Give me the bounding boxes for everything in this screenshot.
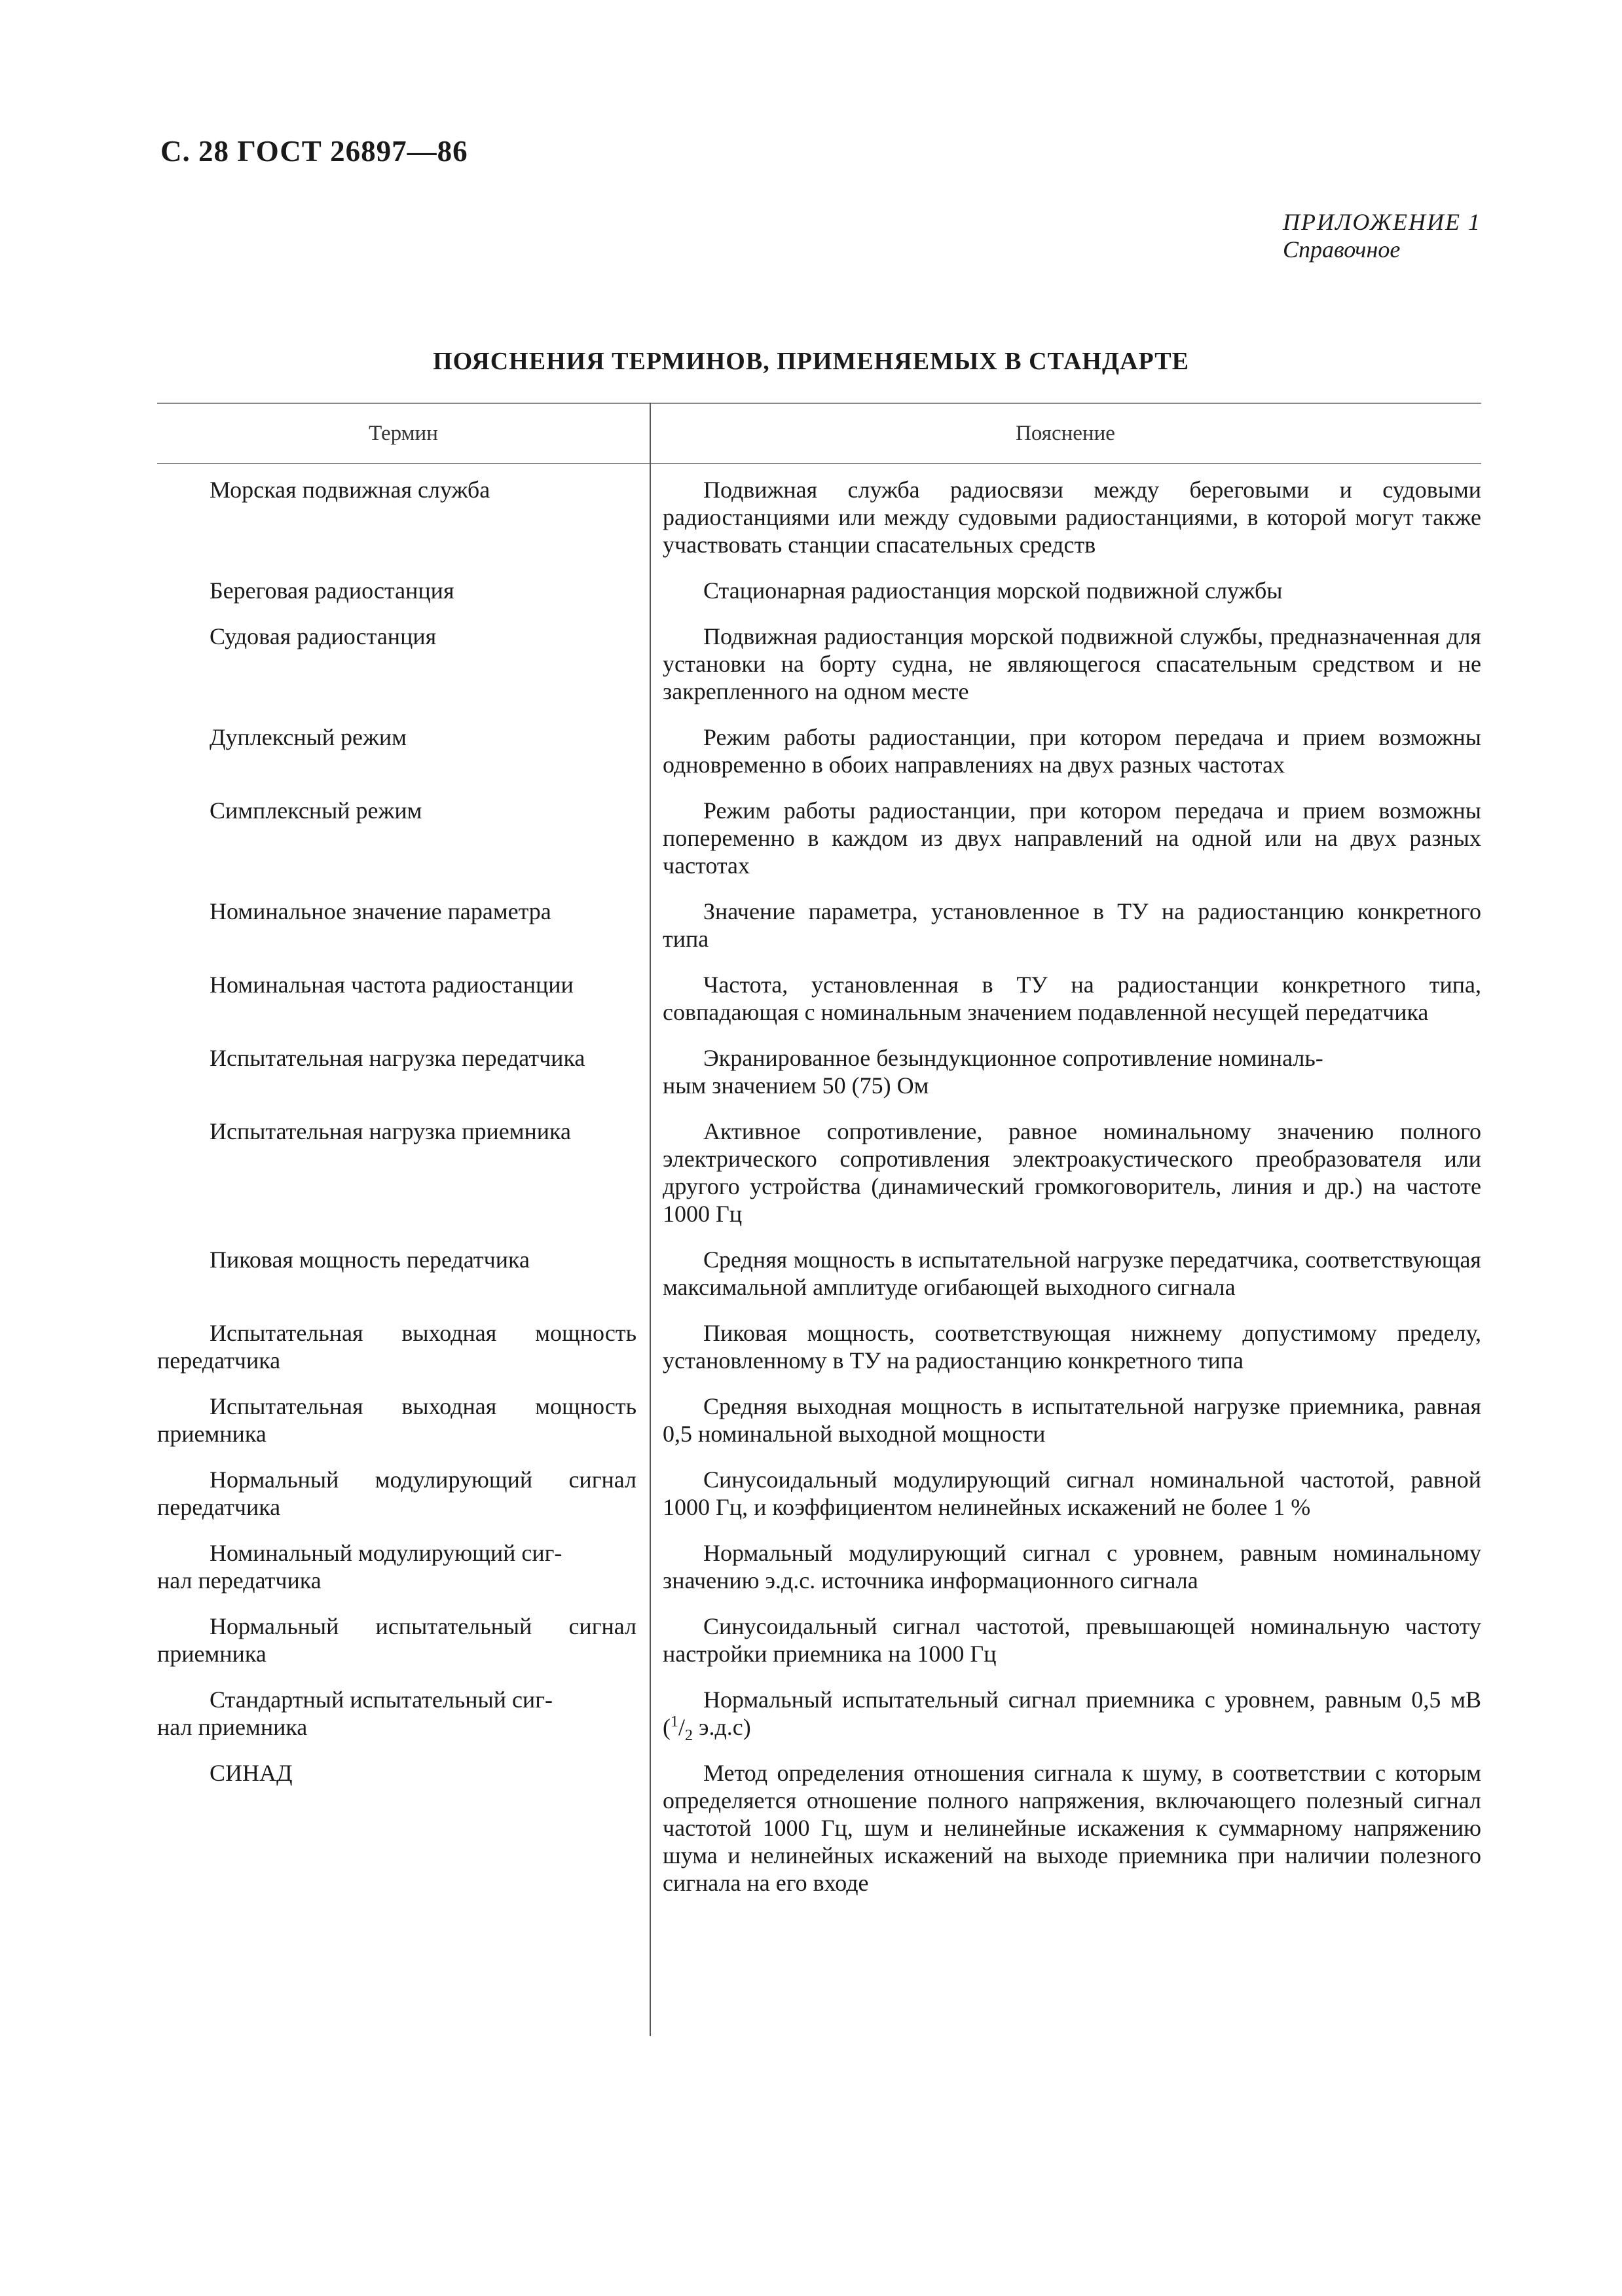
explanation-text: Активное сопротивление, равное номинальному значению полного электрического сопротивления электроакустического преобразователя или другого устройства (динамический громкоговоритель, линия и др.) на частоте 1000 Гц: [663, 1118, 1481, 1227]
table-row: [157, 1686, 1481, 1745]
table-body: [157, 464, 1481, 1897]
term-text: нал приемника: [157, 1714, 308, 1740]
explanation-text-tail: э.д.с): [693, 1714, 751, 1740]
term-text: Номинальная частота радиостанции: [210, 972, 574, 998]
explanation-text: Синусоидальный сигнал частотой, превышающей номинальную частоту настройки приемника на 1000 Гц: [663, 1613, 1481, 1667]
explanation-text: Средняя выходная мощность в испытательной нагрузке приемника, равная 0,5 номинальной выходной мощности: [663, 1393, 1481, 1447]
table-row: [157, 1393, 1481, 1448]
appendix-number: ПРИЛОЖЕНИЕ 1: [1283, 209, 1481, 235]
fraction-denominator: 2: [685, 1727, 693, 1745]
explanation-text: Средняя мощность в испытательной нагрузке передатчика, соответствующая максимальной амплитуде огибающей выходного сигнала: [663, 1247, 1481, 1300]
table-row: [157, 1246, 1481, 1301]
table-row: [157, 623, 1481, 705]
term-cell: [157, 1759, 650, 1897]
term-text: Испытательная выходная мощность передатчика: [157, 1320, 636, 1374]
column-header-explanation: Пояснение: [1016, 421, 1115, 445]
term-text: Судовая радиостанция: [210, 623, 437, 649]
explanation-text: Значение параметра, установленное в ТУ на радиостанцию конкретного типа: [663, 898, 1481, 952]
table-row: [157, 1044, 1481, 1099]
term-cell: [157, 971, 650, 1026]
term-text: Нормальный испытательный сигнал приемника: [157, 1613, 636, 1667]
term-text: Номинальный модулирующий сиг-: [210, 1540, 562, 1566]
term-text: Нормальный модулирующий сигнал передатчика: [157, 1467, 636, 1520]
fraction-numerator: 1: [671, 1713, 678, 1730]
table-row: [157, 723, 1481, 778]
term-cell: [157, 1393, 650, 1448]
term-text: СИНАД: [210, 1760, 293, 1786]
explanation-cell: [650, 971, 1481, 1026]
term-text: Стандартный испытательный сиг-: [210, 1686, 553, 1713]
explanation-cell: [650, 1539, 1481, 1594]
table-row: [157, 1319, 1481, 1374]
explanation-cell: [650, 1246, 1481, 1301]
column-divider: [650, 403, 651, 2036]
explanation-cell: [650, 623, 1481, 705]
term-cell: [157, 1466, 650, 1521]
table-row: [157, 1759, 1481, 1897]
document-title: ПОЯСНЕНИЯ ТЕРМИНОВ, ПРИМЕНЯЕМЫХ В СТАНДАРТЕ: [433, 348, 1189, 375]
term-cell: [157, 623, 650, 705]
table-row: [157, 898, 1481, 953]
term-text: нал передатчика: [157, 1567, 322, 1594]
term-text: Номинальное значение параметра: [210, 898, 551, 924]
appendix-type: Справочное: [1283, 236, 1401, 263]
term-text: Испытательная нагрузка передатчика: [210, 1045, 585, 1071]
table-row: [157, 476, 1481, 558]
term-cell: [157, 898, 650, 953]
term-cell: [157, 476, 650, 558]
terms-table: [157, 403, 1481, 1915]
explanation-cell: [650, 797, 1481, 879]
term-cell: [157, 1044, 650, 1099]
explanation-text: Частота, установленная в ТУ на радиостанции конкретного типа, совпадающая с номинальным значением подавленной несущей передатчика: [663, 972, 1481, 1025]
term-cell: [157, 1686, 650, 1741]
explanation-text: Синусоидальный модулирующий сигнал номинальной частотой, равной 1000 Гц, и коэффициентом нелинейных искажений не более 1 %: [663, 1467, 1481, 1520]
explanation-cell: [650, 1118, 1481, 1228]
table-row: [157, 1539, 1481, 1594]
explanation-text: Нормальный модулирующий сигнал с уровнем, равным номинальному значению э.д.с. источника информационного сигнала: [663, 1540, 1481, 1594]
table-row: [157, 577, 1481, 604]
explanation-text: Экранированное безындукционное сопротивление номиналь-: [703, 1045, 1323, 1071]
term-cell: [157, 1319, 650, 1374]
explanation-text: ным значением 50 (75) Ом: [663, 1072, 929, 1099]
explanation-text: Режим работы радиостанции, при котором передача и прием возможны попеременно в каждом из двух направлений на одной или на двух разных частотах: [663, 797, 1481, 879]
term-text: Дуплексный режим: [210, 724, 407, 750]
explanation-text: Нормальный испытательный сигнал приемника с уровнем, равным 0,5 мВ (: [663, 1686, 1481, 1740]
term-text: Испытательная выходная мощность приемника: [157, 1393, 636, 1447]
explanation-text: Метод определения отношения сигнала к шуму, в соответствии с которым определяется отношение полного напряжения, включающего полезный сигнал частотой 1000 Гц, шум и нелинейные искажения к суммарному напряжению шума и нелинейных искажений на выходе приемника при наличии полезного сигнала на его входе: [663, 1760, 1481, 1896]
term-cell: [157, 1118, 650, 1228]
explanation-text: Подвижная радиостанция морской подвижной службы, предназначенная для установки на борту судна, не являющегося спасательным средством и не закрепленного на одном месте: [663, 623, 1481, 704]
explanation-text: Стационарная радиостанция морской подвижной службы: [703, 577, 1283, 604]
table-header-row: [157, 404, 1481, 463]
explanation-text: Режим работы радиостанции, при котором передача и прием возможны одновременно в обоих направлениях на двух разных частотах: [663, 724, 1481, 778]
table-row: [157, 1466, 1481, 1521]
term-text: Морская подвижная служба: [210, 477, 490, 503]
term-cell: [157, 723, 650, 778]
explanation-cell: [650, 1393, 1481, 1448]
term-cell: [157, 797, 650, 879]
term-cell: [157, 1539, 650, 1594]
appendix-label: [1283, 208, 1481, 263]
explanation-cell: [650, 1466, 1481, 1521]
table-row: [157, 1118, 1481, 1228]
explanation-text: Пиковая мощность, соответствующая нижнему допустимому пределу, установленному в ТУ на радиостанцию конкретного типа: [663, 1320, 1481, 1374]
term-cell: [157, 577, 650, 604]
explanation-cell: [650, 1613, 1481, 1667]
explanation-text: Подвижная служба радиосвязи между береговыми и судовыми радиостанциями или между судовыми радиостанциями, в которой могут также участвовать станции спасательных средств: [663, 477, 1481, 558]
explanation-cell: [650, 1319, 1481, 1374]
term-text: Испытательная нагрузка приемника: [210, 1118, 571, 1144]
term-cell: [157, 1246, 650, 1301]
table-row: [157, 1613, 1481, 1667]
column-header-term: Термин: [369, 421, 438, 445]
explanation-cell: [650, 476, 1481, 558]
explanation-cell: [650, 898, 1481, 953]
page-header: С. 28 ГОСТ 26897—86: [160, 135, 468, 168]
explanation-cell: Нормальный испытательный сигнал приемника с уровнем, равным 0,5 мВ ($^1/_2$ э.д.с): [663, 1686, 1481, 1745]
term-cell: [157, 1613, 650, 1667]
explanation-cell: [650, 723, 1481, 778]
term-text: Симплексный режим: [210, 797, 422, 824]
explanation-cell: [650, 577, 1481, 604]
term-text: Пиковая мощность передатчика: [210, 1247, 530, 1273]
explanation-cell: [650, 1044, 1481, 1099]
table-row: [157, 971, 1481, 1026]
term-text: Береговая радиостанция: [210, 577, 454, 604]
table-row: [157, 797, 1481, 879]
explanation-cell: [650, 1759, 1481, 1897]
